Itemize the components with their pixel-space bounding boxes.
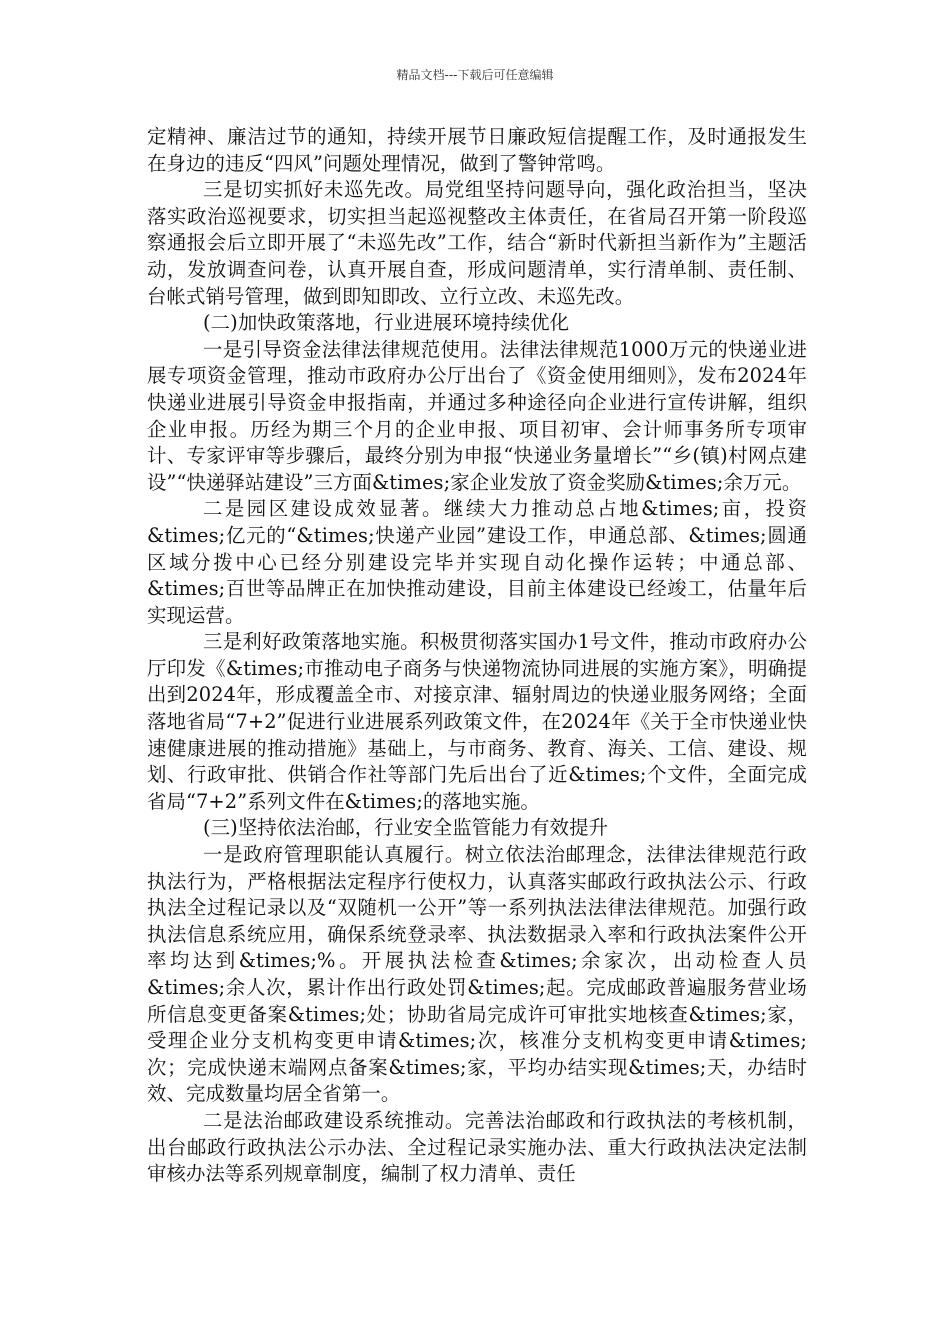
paragraph: 一是政府管理职能认真履行。树立依法治邮理念，法律法律规范行政执法行为，严格根据法定程序行使权力，认真落实邮政行政执法公示、行政执法全过程记录以及“双随机一公开”等一系列执法法律法律规范。加强行政执法信息系统应用，确保系统登录率、执法数据录入率和行政执法案件公开率均达到&times;%。开展执法检查&times;余家次，出动检查人员&times;余人次，累计作出行政处罚&times;起。完成邮政普遍服务营业场所信息变更备案&times;处；协助省局完成许可审批实地核查&times;家，受理企业分支机构变更申请&times;次，核准分支机构变更申请&times;次；完成快递末端网点备案&times;家，平均办结实现&times;天，办结时效、完成数量均居全省第一。 (147, 843, 807, 1106)
paragraph: 二是园区建设成效显著。继续大力推动总占地&times;亩，投资&times;亿元的“&times;快递产业园”建设工作，申通总部、&times;圆通区域分拨中心已经分别建设完毕并实现自动化操作运转；中通总部、&times;百世等品牌正在加快推动建设，目前主体建设已经竣工，估量年后实现运营。 (147, 497, 807, 627)
paragraph: 定精神、廉洁过节的通知，持续开展节日廉政短信提醒工作，及时通报发生在身边的违反“四风”问题处理情况，做到了警钟常鸣。 (147, 125, 807, 175)
paragraph: 二是法治邮政建设系统推动。完善法治邮政和行政执法的考核机制，出台邮政行政执法公示办法、全过程记录实施办法、重大行政执法决定法制审核办法等系列规章制度，编制了权力清单、责任 (147, 1108, 807, 1186)
section-heading: (二)加快政策落地，行业进展环境持续优化 (203, 311, 570, 335)
section-heading: (三)坚持依法治邮，行业安全监管能力有效提升 (203, 816, 609, 840)
paragraph: 三是切实抓好未巡先改。局党组坚持问题导向，强化政治担当，坚决落实政治巡视要求，切实担当起巡视整改主体责任，在省局召开第一阶段巡察通报会后立即开展了“未巡先改”工作，结合“新时代新担当新作为”主题活动，发放调查问卷，认真开展自查，形成问题清单，实行清单制、责任制、台帐式销号管理，做到即知即改、立行立改、未巡先改。 (147, 178, 807, 308)
paragraph: 一是引导资金法律法律规范使用。法律法律规范1000万元的快递业进展专项资金管理，推动市政府办公厅出台了《资金使用细则》，发布2024年快递业进展引导资金申报指南，并通过多种途径向企业进行宣传讲解，组织企业申报。历经为期三个月的企业申报、项目初审、会计师事务所专项审计、专家评审等步骤后，最终分别为申报“快递业务量增长”“乡(镇)村网点建设”“快递驿站建设”三方面&times;家企业发放了资金奖励&times;余万元。 (147, 337, 807, 494)
page-header: 精品文档---下载后可任意编辑 (396, 68, 554, 82)
paragraph: 三是利好政策落地实施。积极贯彻落实国办1号文件，推动市政府办公厅印发《&times;市推动电子商务与快递物流协同进展的实施方案》，明确提出到2024年，形成覆盖全市、对接京津、辐射周边的快递业服务网络；全面落地省局“7+2”促进行业进展系列政策文件，在2024年《关于全市快递业快速健康进展的推动措施》基础上，与市商务、教育、海关、工信、建设、规划、行政审批、供销合作社等部门先后出台了近&times;个文件，全面完成省局“7+2”系列文件在&times;的落地实施。 (147, 630, 807, 813)
document-body (147, 124, 807, 1188)
